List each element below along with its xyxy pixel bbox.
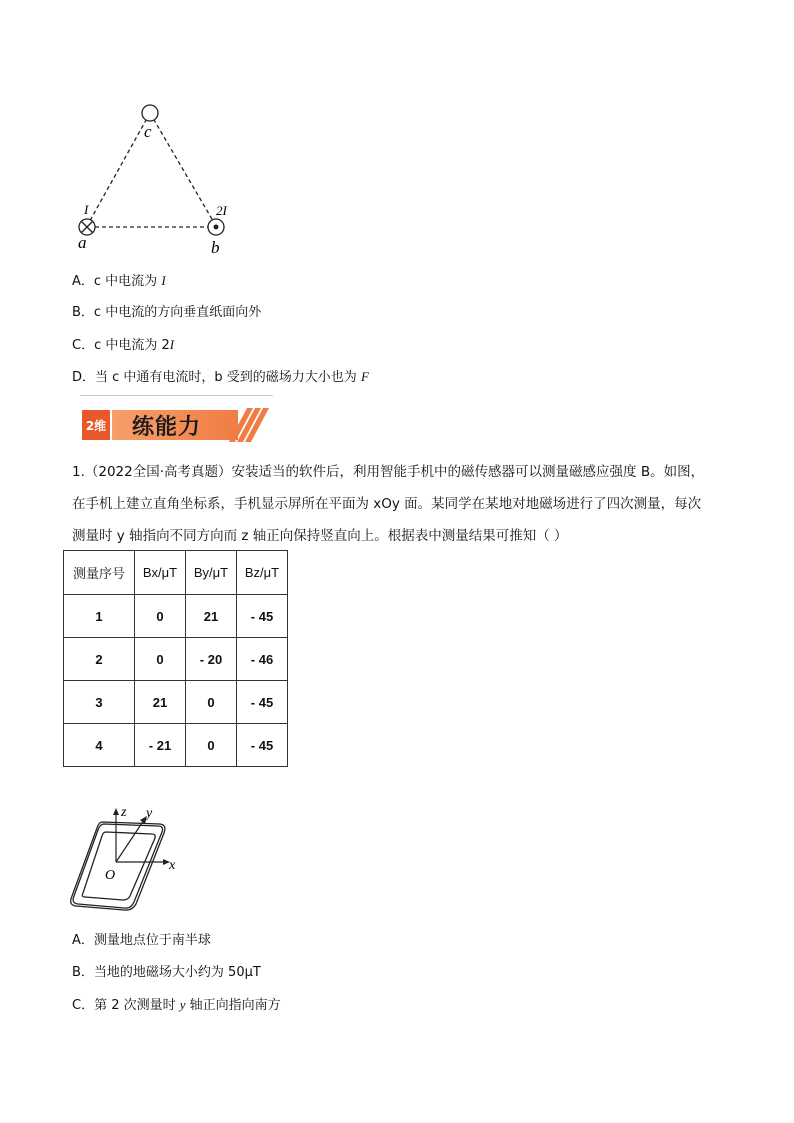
option-c (72, 997, 281, 1014)
option-b (72, 965, 261, 981)
phone-body (71, 822, 165, 910)
table-header: Bx/μT (135, 551, 186, 595)
option-a-prev (72, 273, 166, 290)
wire-b-out-of-page-icon (208, 219, 224, 235)
table-header: Bz/μT (237, 551, 288, 595)
label-a: a (78, 233, 87, 252)
axis-y-label: y (146, 806, 153, 821)
option-text: c 中电流为 (93, 274, 162, 289)
table-cell: 0 (186, 681, 237, 724)
table-cell: 21 (186, 595, 237, 638)
table-row (64, 595, 288, 638)
current-label-b: 2I (216, 203, 227, 218)
table-cell: - 46 (237, 638, 288, 681)
table-cell: 0 (135, 595, 186, 638)
option-a (72, 933, 211, 949)
option-text: 当地的地磁场大小约为 50μT (93, 965, 261, 980)
y-axis (116, 820, 144, 862)
option-d-prev (72, 369, 369, 386)
option-letter: A． (72, 933, 94, 948)
question-line-2: 在手机上建立直角坐标系，手机显示屏所在平面为 xOy 面。某同学在某地对地磁场进行了四次测量，每次 (72, 496, 702, 512)
section-divider (80, 395, 273, 396)
axis-x-label: x (169, 858, 176, 873)
wire-c-circle (142, 105, 158, 121)
section-level-tag: 2维 (82, 410, 110, 440)
option-text: 当 c 中通有电流时，b 受到的磁场力大小也为 (95, 370, 361, 385)
option-letter: C． (72, 998, 95, 1013)
table-cell: 4 (64, 724, 135, 767)
table-cell: 0 (135, 638, 186, 681)
option-var: I (169, 337, 175, 352)
table-row (64, 638, 288, 681)
question-line-3: 测量时 y 轴指向不同方向而 z 轴正向保持竖直向上。根据表中测量结果可推知（ ） (72, 528, 568, 544)
table-row (64, 724, 288, 767)
option-text: 测量地点位于南半球 (93, 933, 211, 948)
question-line-1: 1.（2022全国·高考真题）安装适当的软件后，利用智能手机中的磁传感器可以测量磁感应强度 B。如图， (72, 464, 705, 480)
current-label-a: I (84, 202, 89, 217)
option-var: F (360, 369, 369, 384)
label-c: c (144, 122, 152, 141)
option-text-tail: 轴正向指向南方 (185, 998, 281, 1013)
option-text: 第 2 次测量时 (94, 998, 180, 1013)
table-cell: 21 (135, 681, 186, 724)
option-letter: B． (72, 965, 94, 980)
axis-z-label: z (121, 805, 127, 820)
option-letter: C． (72, 338, 95, 353)
table-cell: - 45 (237, 681, 288, 724)
table-cell: 2 (64, 638, 135, 681)
option-letter: B． (72, 305, 94, 320)
table-cell: 1 (64, 595, 135, 638)
table-cell: 3 (64, 681, 135, 724)
table-header-row (64, 551, 288, 595)
option-var: I (161, 273, 166, 288)
table-cell: - 45 (237, 595, 288, 638)
option-letter: D． (72, 370, 96, 385)
measurement-table (63, 550, 288, 767)
table-row (64, 681, 288, 724)
side-ca (87, 113, 150, 226)
table-cell: - 21 (135, 724, 186, 767)
option-text: c 中电流的方向垂直纸面向外 (93, 305, 262, 320)
option-b-prev (72, 305, 261, 321)
option-text: c 中电流为 2 (94, 338, 170, 353)
side-cb (150, 113, 216, 226)
table-header: 测量序号 (64, 551, 135, 595)
table-cell: - 20 (186, 638, 237, 681)
table-cell: 0 (186, 724, 237, 767)
option-var: y (179, 997, 186, 1012)
option-letter: A． (72, 274, 94, 289)
section-title: 练能力 (112, 410, 238, 440)
option-c-prev (72, 337, 174, 354)
triangle-wire-diagram (70, 100, 250, 260)
table-header: By/μT (186, 551, 237, 595)
table-cell: - 45 (237, 724, 288, 767)
origin-label: O (105, 868, 116, 883)
label-b: b (211, 238, 220, 257)
phone-axes-diagram (66, 798, 196, 920)
